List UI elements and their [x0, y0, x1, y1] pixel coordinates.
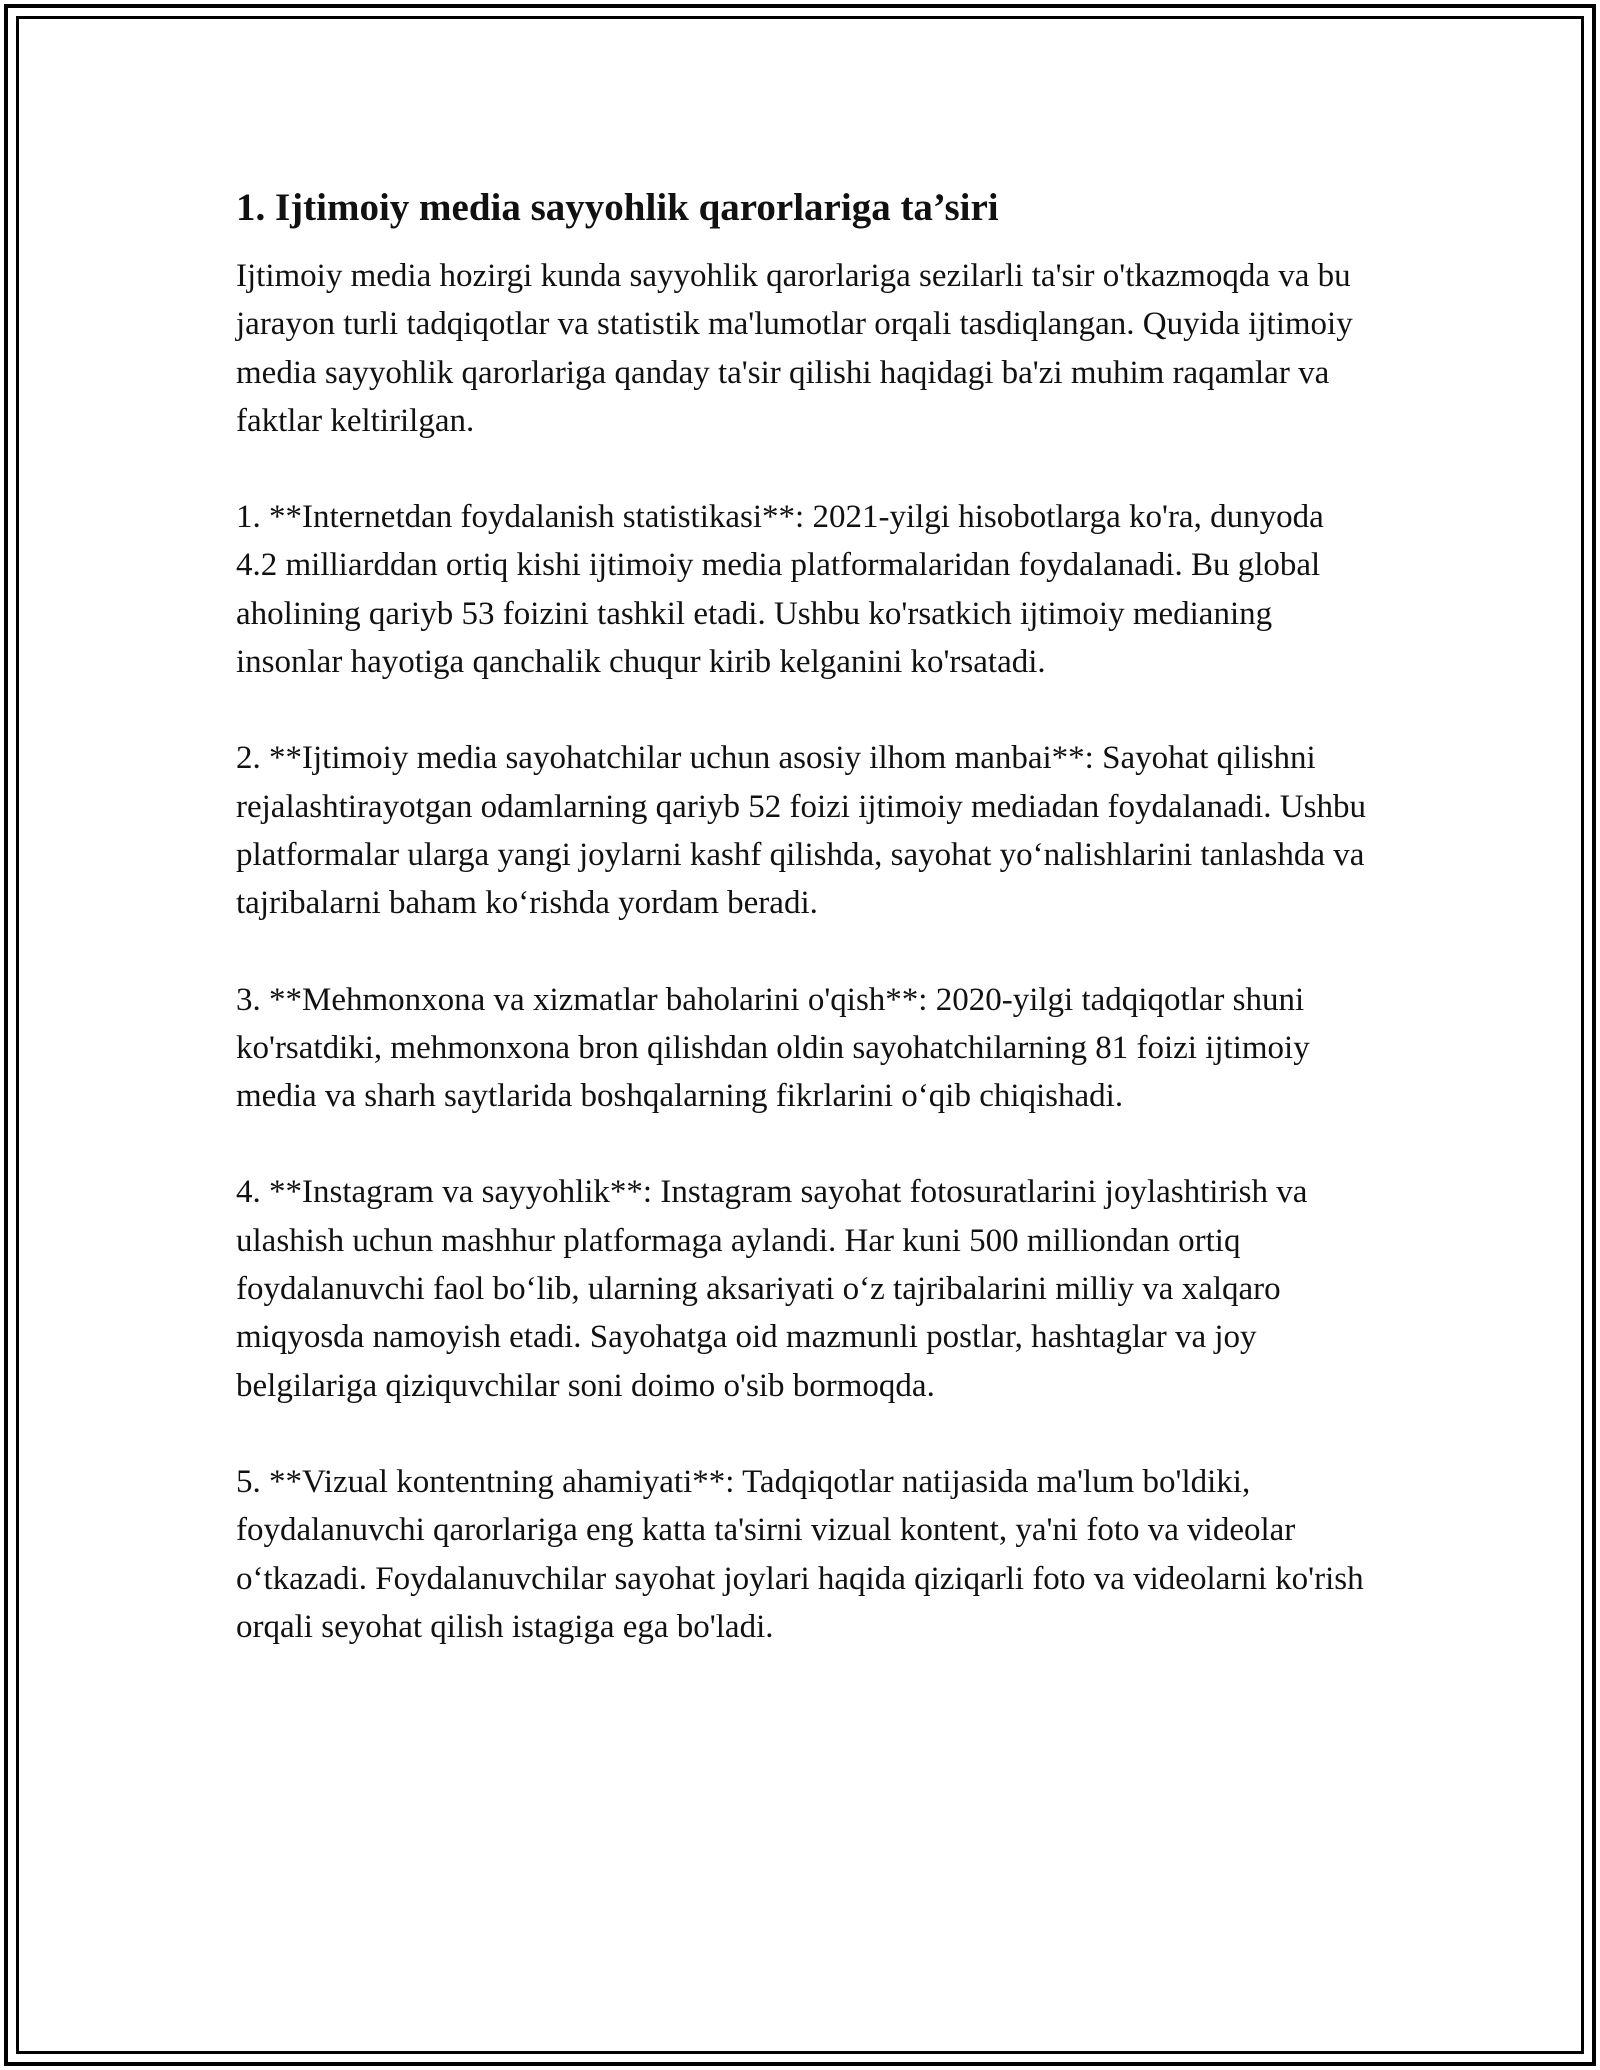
page-title: 1. Ijtimoiy media sayyohlik qarorlariga ta’siri	[236, 186, 999, 229]
intro-paragraph: Ijtimoiy media hozirgi kunda sayyohlik qarorlariga sezilarli ta'sir o'tkazmoqda va bu jarayon turli tadqiqotlar va statistik ma'lumotlar orqali tasdiqlangan. Quyida ijtimoiy media sayyohlik qarorlariga qanday ta'sir qilishi haqidagi ba'zi muhim raqamlar va faktlar keltirilgan.	[236, 258, 1353, 439]
list-item: 5. **Vizual kontentning ahamiyati**: Tadqiqotlar natijasida ma'lum bo'ldiki, foydalanuvchi qarorlariga eng katta ta'sirni vizual kontent, ya'ni foto va videolar o‘tkazadi. Foydalanuvchilar sayohat joylari haqida qiziqarli foto va videolarni ko'rish orqali seyohat qilish istagiga ega bo'ladi.	[236, 1463, 1364, 1645]
list-item: 2. **Ijtimoiy media sayohatchilar uchun asosiy ilhom manbai**: Sayohat qilishni rejalashtirayotgan odamlarning qariyb 52 foizi ijtimoiy mediadan foydalanadi. Ushbu platformalar ularga yangi joylarni kashf qilishda, sayohat yo‘nalishlarini tanlashda va tajribalarni baham ko‘rishda yordam beradi.	[236, 740, 1366, 922]
list-item: 3. **Mehmonxona va xizmatlar baholarini o'qish**: 2020-yilgi tadqiqotlar shuni ko'rsatdiki, mehmonxona bron qilishdan oldin sayohatchilarning 81 foizi ijtimoiy media va sharh saytlarida boshqalarning fikrlarini o‘qib chiqishadi.	[236, 981, 1310, 1115]
document-body	[236, 184, 1366, 1699]
list-item: 4. **Instagram va sayyohlik**: Instagram sayohat fotosuratlarini joylashtirish va ulashish uchun mashhur platformaga aylandi. Har kuni 500 milliondan ortiq foydalanuvchi faol bo‘lib, ularning aksariyati o‘z tajribalarini milliy va xalqaro miqyosda namoyish etadi. Sayohatga oid mazmunli postlar, hashtaglar va joy belgilariga qiziquvchilar soni doimo o'sib bormoqda.	[236, 1174, 1308, 1404]
list-item: 1. **Internetdan foydalanish statistikasi**: 2021-yilgi hisobotlarga ko'ra, dunyoda 4.2 milliarddan ortiq kishi ijtimoiy media platformalaridan foydalanadi. Bu global aholining qariyb 53 foizini tashkil etadi. Ushbu ko'rsatkich ijtimoiy medianing insonlar hayotiga qanchalik chuqur kirib kelganini ko'rsatadi.	[236, 499, 1324, 681]
